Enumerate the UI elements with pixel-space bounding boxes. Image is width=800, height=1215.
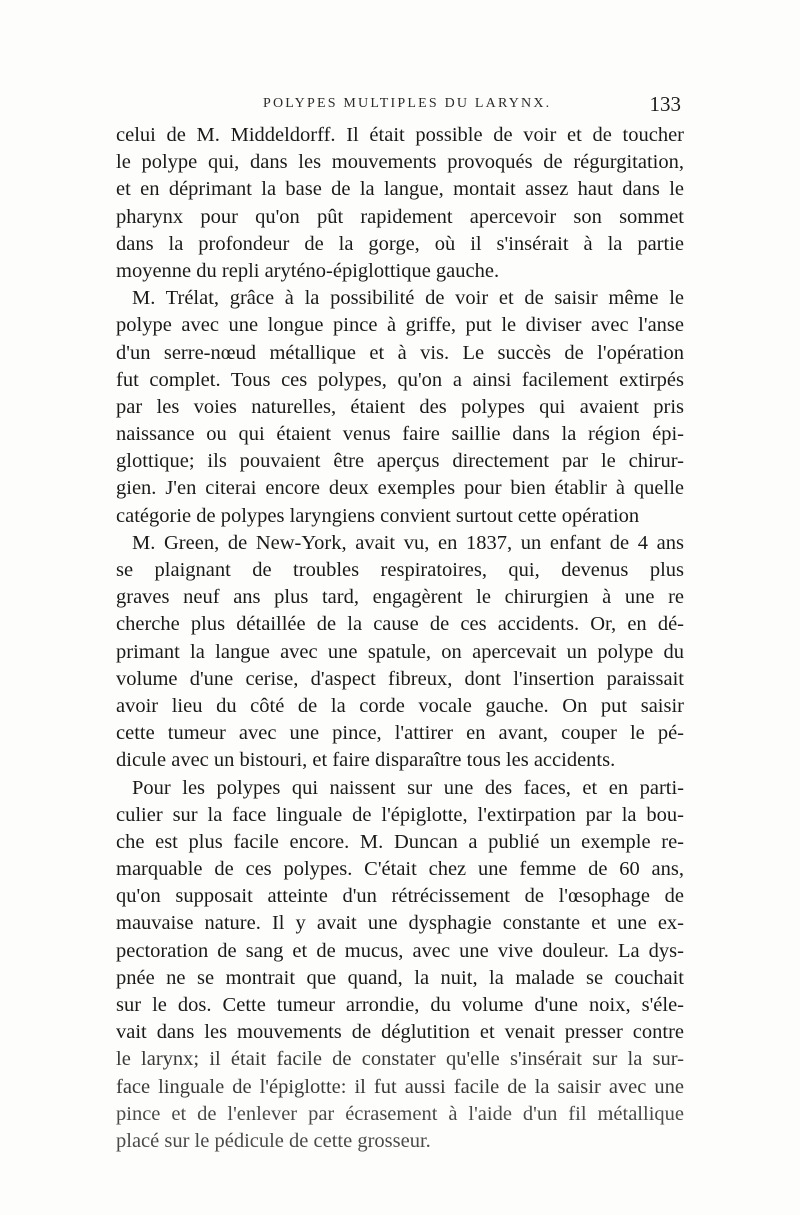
paragraph-start-line: M. Green, de New-York, avait vu, en 1837, un enfant de 4 ans xyxy=(132,531,684,554)
body-text xyxy=(116,122,684,1155)
paragraph-end-line: placé sur le pédicule de cette grosseur. xyxy=(116,1129,431,1152)
text-line: gien. J'en citerai encore deux exemples pour bien établir à quelle xyxy=(116,477,684,500)
text-line: naissance ou qui étaient venus faire saillie dans la région épi- xyxy=(116,423,684,446)
page-number: 133 xyxy=(649,92,681,116)
text-line: pharynx pour qu'on pût rapidement apercevoir son sommet xyxy=(116,205,684,228)
text-line: se plaignant de troubles respiratoires, qui, devenus plus xyxy=(116,559,684,581)
text-line: fut complet. Tous ces polypes, qu'on a ainsi facilement extirpés xyxy=(116,368,684,391)
paragraph-end-line: moyenne du repli aryténo-épiglottique gauche. xyxy=(116,259,500,282)
text-line: le polype qui, dans les mouvements provoqués de régurgitation, xyxy=(116,151,684,174)
text-line: d'un serre-nœud métallique et à vis. Le succès de l'opération xyxy=(116,341,684,364)
running-title: POLYPES MULTIPLES DU LARYNX. xyxy=(263,96,552,111)
text-line: vait dans les mouvements de déglutition et venait presser contre xyxy=(116,1021,684,1044)
text-line: pectoration de sang et de mucus, avec une vive douleur. La dys- xyxy=(116,939,684,962)
paragraph-end-line: catégorie de polypes laryngiens convient surtout cette opération xyxy=(116,504,640,527)
text-line: marquable de ces polypes. C'était chez une femme de 60 ans, xyxy=(116,858,684,881)
text-line: par les voies naturelles, étaient des polypes qui avaient pris xyxy=(116,395,684,418)
text-line: polype avec une longue pince à griffe, put le diviser avec l'anse xyxy=(116,314,684,337)
running-header xyxy=(115,92,685,122)
text-line: face linguale de l'épiglotte: il fut aussi facile de la saisir avec une xyxy=(116,1075,684,1098)
text-line: glottique; ils pouvaient être aperçus directement par le chirur- xyxy=(116,450,684,473)
text-line: graves neuf ans plus tard, engagèrent le chirurgien à une re xyxy=(116,586,684,609)
text-line: primant la langue avec une spatule, on apercevait un polype du xyxy=(116,640,684,663)
text-line: culier sur la face linguale de l'épiglotte, l'extirpation par la bou- xyxy=(116,803,684,826)
text-line: che est plus facile encore. M. Duncan a publié un exemple re- xyxy=(116,830,684,853)
text-line: avoir lieu du côté de la corde vocale gauche. On put saisir xyxy=(116,694,684,717)
text-line: et en déprimant la base de la langue, montait assez haut dans le xyxy=(116,178,684,201)
text-line: cherche plus détaillée de la cause de ces accidents. Or, en dé- xyxy=(116,613,684,636)
text-line: cette tumeur avec une pince, l'attirer en avant, couper le pé- xyxy=(116,722,684,745)
text-line: dans la profondeur de la gorge, où il s'insérait à la partie xyxy=(116,232,684,255)
text-line: pnée ne se montrait que quand, la nuit, la malade se couchait xyxy=(116,966,684,989)
text-line: mauvaise nature. Il y avait une dysphagie constante et une ex- xyxy=(116,912,684,935)
text-line: pince et de l'enlever par écrasement à l'aide d'un fil métallique xyxy=(116,1102,684,1125)
paragraph-start-line: M. Trélat, grâce à la possibilité de voir et de saisir même le xyxy=(132,287,684,310)
text-line: qu'on supposait atteinte d'un rétrécissement de l'œsophage de xyxy=(116,885,684,908)
paragraph-start-line: Pour les polypes qui naissent sur une des faces, et en parti- xyxy=(132,776,684,799)
text-line: celui de M. Middeldorff. Il était possible de voir et de toucher xyxy=(116,124,684,146)
text-line: volume d'une cerise, d'aspect fibreux, dont l'insertion paraissait xyxy=(116,667,684,690)
paragraph-end-line: dicule avec un bistouri, et faire disparaître tous les accidents. xyxy=(116,749,616,772)
text-line: le larynx; il était facile de constater qu'elle s'insérait sur la sur- xyxy=(116,1048,684,1071)
text-line: sur le dos. Cette tumeur arrondie, du volume d'une noix, s'éle- xyxy=(116,994,684,1016)
